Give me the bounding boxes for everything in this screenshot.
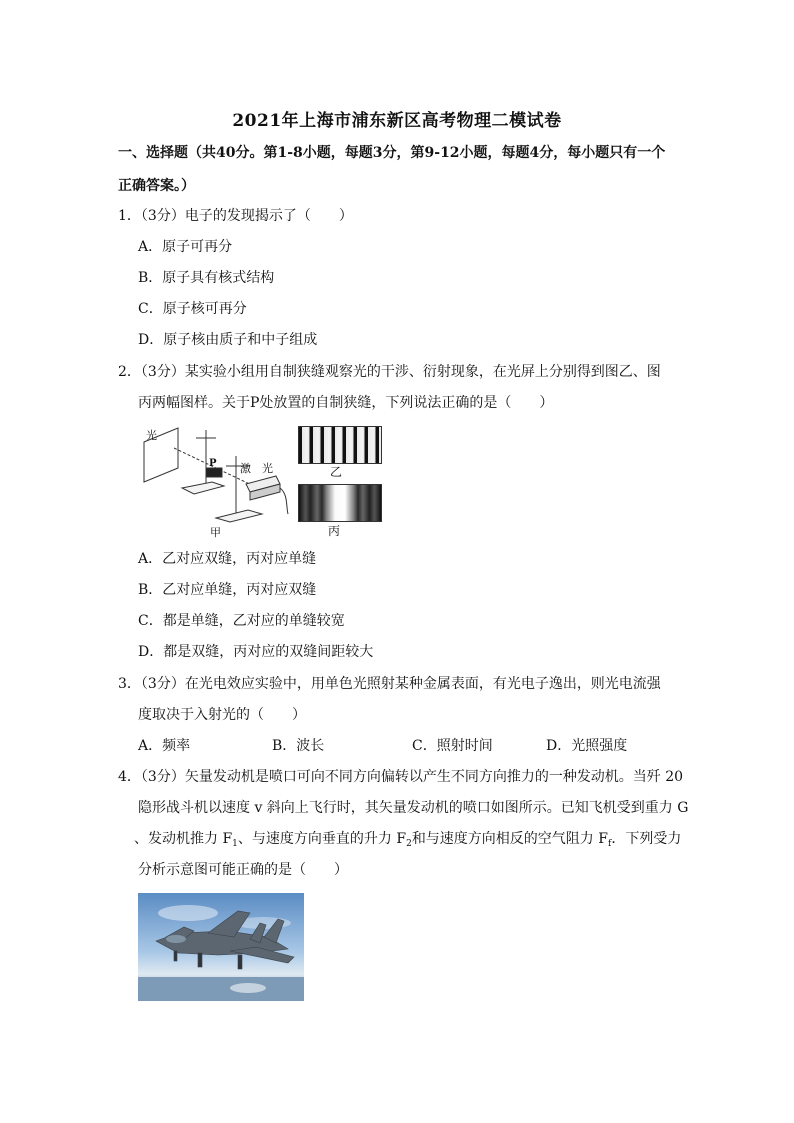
apparatus-figure (138, 424, 290, 540)
q3-option-b: B．波长 (272, 738, 325, 754)
q3-stem-line1: 3．（3分）在光电效应实验中，用单色光照射某种金属表面，有光电子逸出，则光电流强 (118, 676, 661, 692)
q1-option-b: B．原子具有核式结构 (138, 270, 275, 286)
q2-option-d: D．都是双缝，丙对应的双缝间距较大 (138, 644, 374, 660)
q4-line2: 隐形战斗机以速度 v 斜向上飞行时，其矢量发动机的喷口如图所示。已知飞机受到重力 G (138, 800, 689, 816)
q2-option-c: C．都是单缝，乙对应的单缝较宽 (138, 613, 345, 629)
q2-stem-line2: 丙两幅图样。关于P处放置的自制狭缝，下列说法正确的是（ ） (138, 395, 554, 411)
q1-option-a: A．原子可再分 (138, 239, 233, 255)
slit-label: P (209, 458, 217, 469)
q3-option-c: C．照射时间 (412, 738, 493, 754)
q1-option-c: C．原子核可再分 (138, 301, 247, 317)
q3-stem-line2: 度取决于入射光的（ ） (138, 707, 306, 723)
q3-option-d: D．光照强度 (546, 738, 628, 754)
yi-label: 乙 (330, 465, 343, 479)
laser-label: 激 光 (240, 462, 273, 475)
bing-label: 丙 (328, 524, 341, 538)
screen-label: 光 (146, 429, 157, 442)
section-header-line1: 一、选择题（共40分。第1-8小题，每题3分，第9-12小题，每题4分，每小题只有一个 (118, 145, 666, 161)
q1-option-d: D．原子核由质子和中子组成 (138, 332, 318, 348)
page-title: 2021年上海市浦东新区高考物理二模试卷 (232, 111, 562, 131)
q2-option-b: B．乙对应单缝，丙对应双缝 (138, 582, 317, 598)
pattern-yi (298, 426, 382, 464)
q4-line3: 、发动机推力 $F_1$、与速度方向垂直的升力 $F_2$和与速度方向相反的空气阻力 $F_f$．下列受力 (134, 831, 682, 849)
pattern-bing (298, 484, 382, 522)
fighter-jet-photo (138, 893, 304, 1001)
slit-holder (206, 468, 222, 477)
section-header-line2: 正确答案。） (118, 178, 195, 194)
jia-label: 甲 (210, 526, 221, 539)
q1-stem: 1．（3分）电子的发现揭示了（ ） (118, 208, 353, 224)
q4-line4: 分析示意图可能正确的是（ ） (138, 862, 348, 878)
q2-option-a: A．乙对应双缝，丙对应单缝 (138, 551, 317, 567)
q3-option-a: A．频率 (138, 738, 191, 754)
q2-stem-line1: 2．（3分）某实验小组用自制狭缝观察光的干涉、衍射现象，在光屏上分别得到图乙、图 (118, 364, 661, 380)
q4-line1: 4．（3分）矢量发动机是喷口可向不同方向偏转以产生不同方向推力的一种发动机。当歼 20 (118, 769, 684, 785)
